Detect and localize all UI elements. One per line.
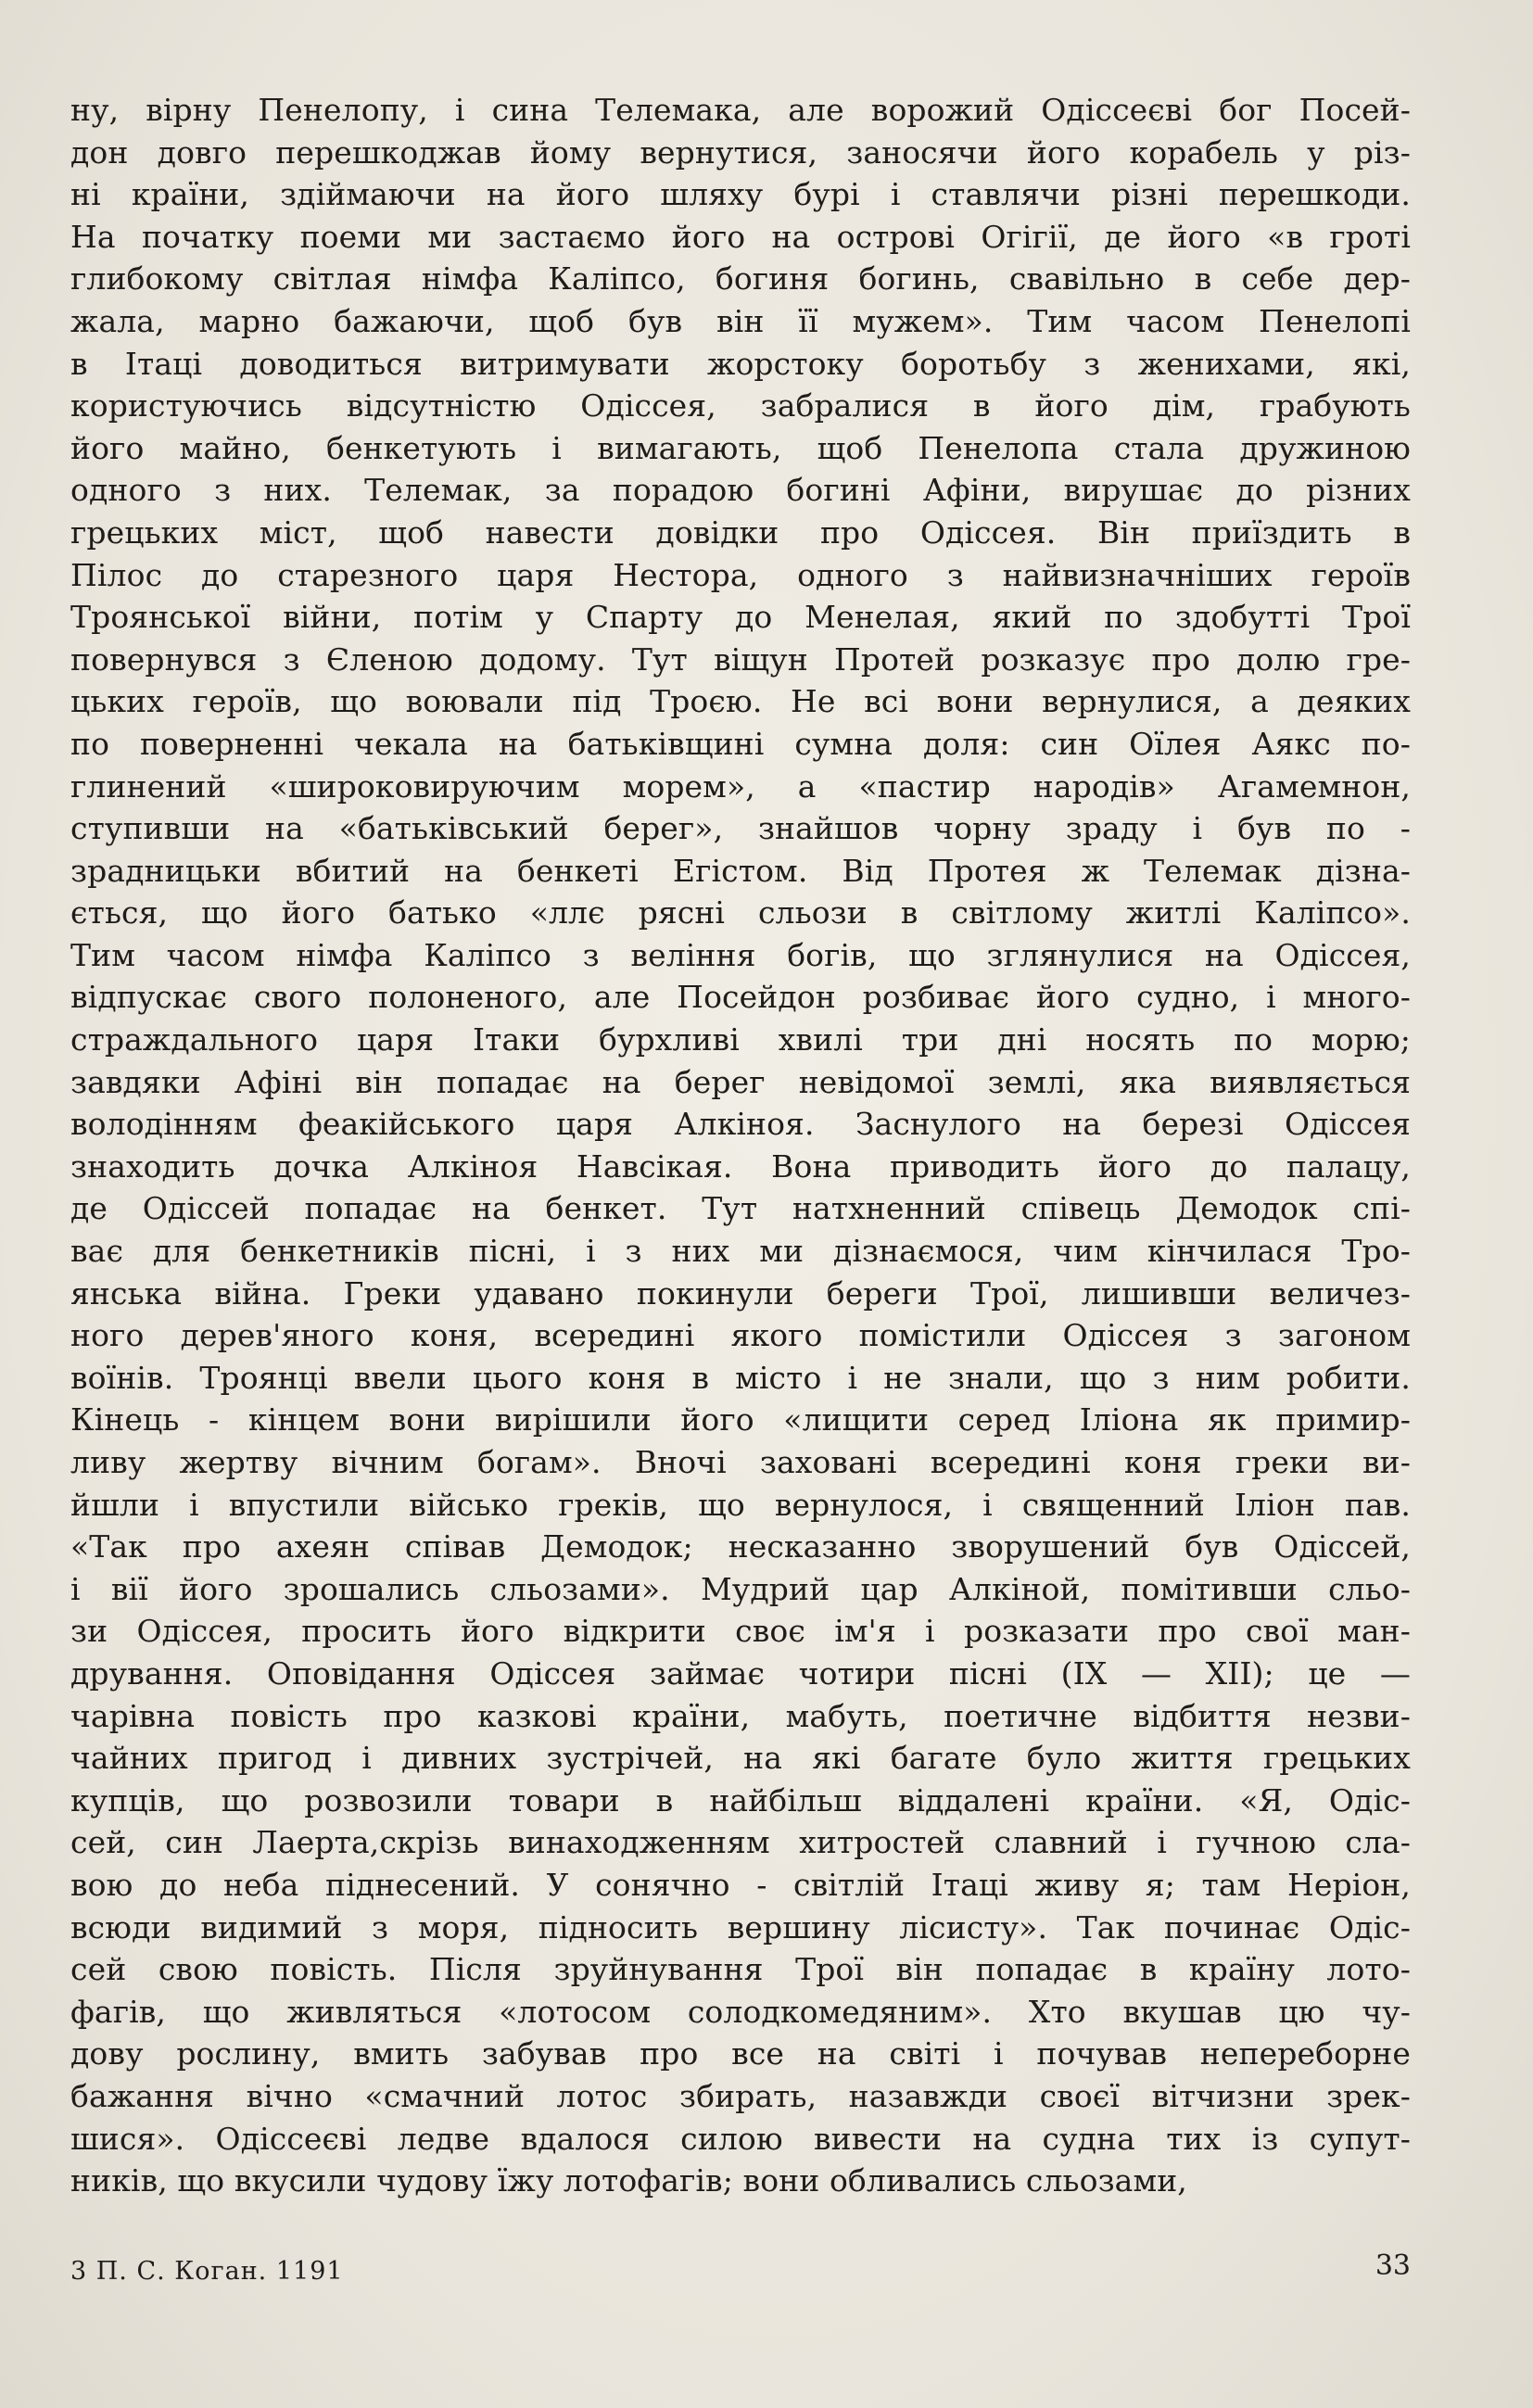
text-line: завдяки Афіні він попадає на берег невідомої землі, яка виявляється: [70, 1063, 1411, 1100]
text-line: цьких героїв, що воювали під Троєю. Не всі вони вернулися, а деяких: [70, 683, 1411, 720]
text-line: Пілос до старезного царя Нестора, одного з найвизначніших героїв: [70, 556, 1411, 593]
text-line: страждального царя Ітаки бурхливі хвилі три дні носять по морю;: [70, 1021, 1411, 1058]
footer-signature: 3 П. С. Коган. 1191: [70, 2257, 344, 2286]
text-line: його майно, бенкетують і вимагають, щоб Пенелопа стала дружиною: [70, 429, 1411, 466]
text-line: користуючись відсутністю Одіссея, забралися в його дім, грабують: [70, 387, 1411, 425]
text-line: дрування. Оповідання Одіссея займає чотири пісні (IX — XII); це —: [70, 1654, 1411, 1692]
text-line: всюди видимий з моря, підносить вершину лісисту». Так починає Одіс-: [70, 1908, 1411, 1945]
text-line: «Так про ахеян співав Демодок; несказанно зворушений був Одіссей,: [70, 1528, 1411, 1565]
text-line: і вії його зрошались сльозами». Мудрий цар Алкіной, помітивши сльо-: [70, 1570, 1411, 1607]
text-line: купців, що розвозили товари в найбільш віддалені країни. «Я, Одіс-: [70, 1781, 1411, 1819]
text-line: по поверненні чекала на батьківщині сумна доля: син Оїлея Аякс по-: [70, 725, 1411, 762]
text-line: янська війна. Греки удавано покинули береги Трої, лишивши величез-: [70, 1274, 1411, 1312]
text-line: На початку поеми ми застаємо його на острові Огігії, де його «в гроті: [70, 218, 1411, 255]
text-line: зи Одіссея, просить його відкрити своє ім'я і розказати про свої ман-: [70, 1613, 1411, 1650]
page-footer: [70, 2250, 1411, 2294]
text-line: Тим часом німфа Каліпсо з веління богів, що зглянулися на Одіссея,: [70, 936, 1411, 973]
text-line: ступивши на «батьківський берег», знайшов чорну зраду і був по -: [70, 810, 1411, 847]
text-line: жала, марно бажаючи, щоб був він її мужем». Тим часом Пенелопі: [70, 302, 1411, 339]
text-line: глибокому світлая німфа Каліпсо, богиня богинь, свавільно в себе дер-: [70, 260, 1411, 298]
body-text: [70, 89, 1411, 2202]
text-line: вою до неба піднесений. У сонячно - світлій Ітаці живу я; там Неріон,: [70, 1866, 1411, 1903]
text-line: повернувся з Єленою додому. Тут віщун Протей розказує про долю гре-: [70, 640, 1411, 678]
text-line: Троянської війни, потім у Спарту до Менелая, який по здобутті Трої: [70, 599, 1411, 636]
text-line: де Одіссей попадає на бенкет. Тут натхненний співець Демодок спі-: [70, 1190, 1411, 1227]
text-line: глинений «широковируючим морем», а «пастир народів» Агамемнон,: [70, 767, 1411, 805]
text-line: одного з них. Телемак, за порадою богині Афіни, вирушає до різних: [70, 472, 1411, 509]
text-line: сей, син Лаерта,скрізь винаходженням хитростей славний і гучною сла-: [70, 1824, 1411, 1861]
text-line: фагів, що живляться «лотосом солодкомедяним». Хто вкушав цю чу-: [70, 1993, 1411, 2030]
page-number: 33: [1375, 2250, 1411, 2282]
text-line: ні країни, здіймаючи на його шляху бурі і ставлячи різні перешкоди.: [70, 176, 1411, 213]
text-line: зрадницьки вбитий на бенкеті Егістом. Від Протея ж Телемак дізна-: [70, 852, 1411, 889]
text-line: дову рослину, вмить забував про все на світі і почував непереборне: [70, 2035, 1411, 2072]
text-line: чайних пригод і дивних зустрічей, на які багате було життя грецьких: [70, 1740, 1411, 1777]
text-line: йшли і впустили військо греків, що вернулося, і священний Іліон пав.: [70, 1486, 1411, 1523]
text-line: грецьких міст, щоб навести довідки про Одіссея. Він приїздить в: [70, 513, 1411, 551]
text-line: ників, що вкусили чудову їжу лотофагів; вони обливались сльозами,: [70, 2162, 1187, 2199]
text-line: ється, що його батько «ллє рясні сльози в світлому житлі Каліпсо».: [70, 894, 1411, 932]
text-line: ного дерев'яного коня, всередині якого помістили Одіссея з загоном: [70, 1317, 1411, 1354]
text-line: знаходить дочка Алкіноя Навсікая. Вона приводить його до палацу,: [70, 1147, 1411, 1185]
text-line: воїнів. Троянці ввели цього коня в місто і не знали, що з ним робити.: [70, 1359, 1411, 1396]
text-line: дон довго перешкоджав йому вернутися, заносячи його корабель у різ-: [70, 133, 1411, 171]
text-line: сей свою повість. Після зруйнування Трої він попадає в країну лото-: [70, 1951, 1411, 1988]
text-line: чарівна повість про казкові країни, мабуть, поетичне відбиття незви-: [70, 1697, 1411, 1734]
text-line: ває для бенкетників пісні, і з них ми дізнаємося, чим кінчилася Тро-: [70, 1233, 1411, 1270]
text-line: володінням феакійського царя Алкіноя. Заснулого на березі Одіссея: [70, 1106, 1411, 1143]
text-line: шися». Одіссеєві ледве вдалося силою вивести на судна тих із супут-: [70, 2120, 1411, 2157]
text-line: в Ітаці доводиться витримувати жорстоку боротьбу з женихами, які,: [70, 345, 1411, 382]
text-line: бажання вічно «смачний лотос збирать, назавжди своєї вітчизни зрек-: [70, 2077, 1411, 2114]
text-line: ну, вірну Пенелопу, і сина Телемака, але ворожий Одіссеєві бог Посей-: [70, 92, 1411, 128]
text-line: ливу жертву вічним богам». Вночі заховані всередині коня греки ви-: [70, 1444, 1411, 1480]
text-line: відпускає свого полоненого, але Посейдон розбиває його судно, і много-: [70, 979, 1411, 1016]
text-line: Кінець - кінцем вони вирішили його «лищити серед Іліона як примир-: [70, 1401, 1411, 1438]
